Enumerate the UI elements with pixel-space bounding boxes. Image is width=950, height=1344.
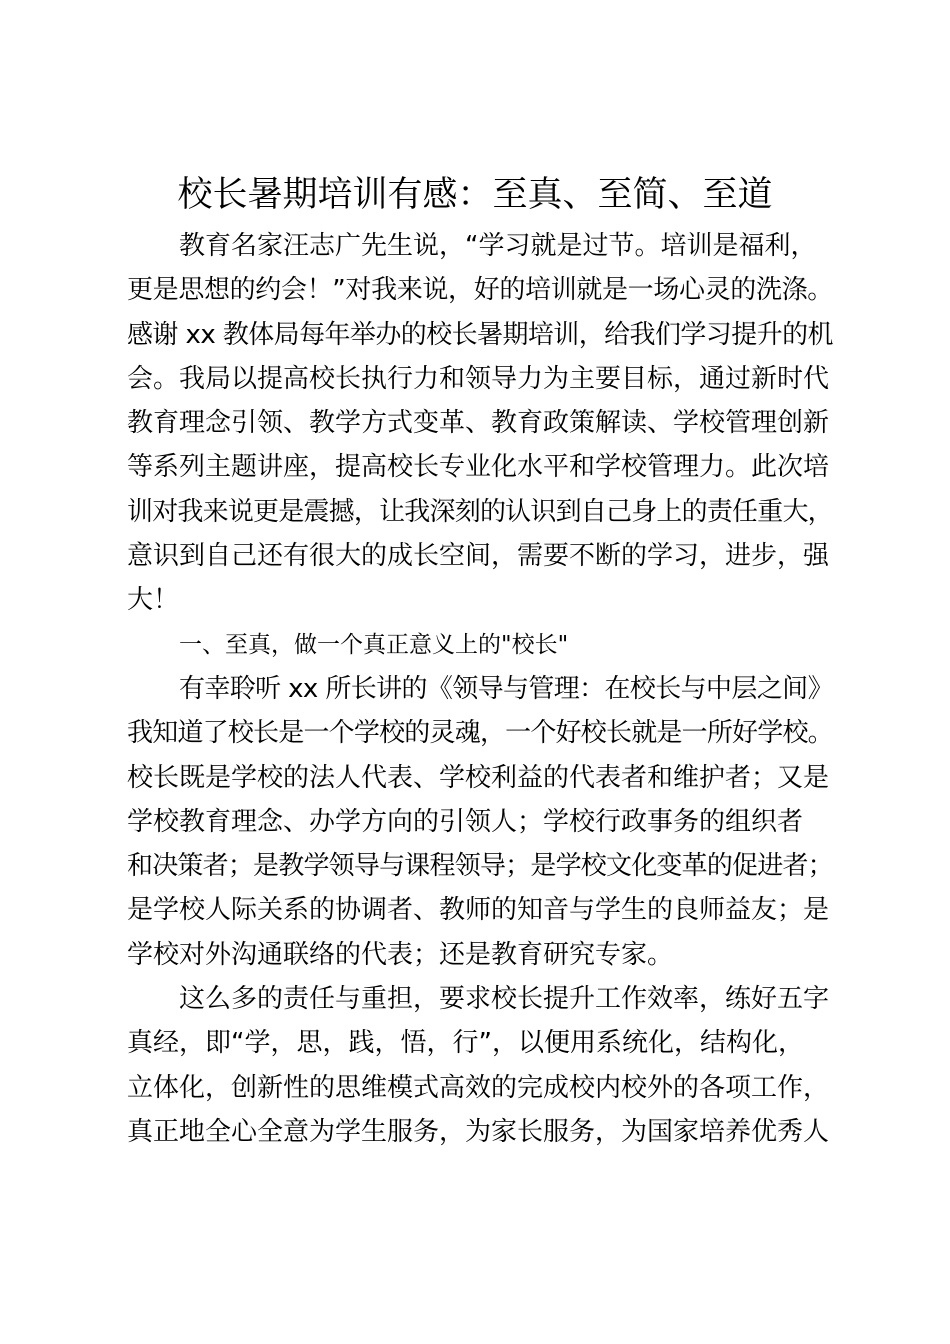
- document-body: [127, 224, 833, 1154]
- document-title: 校长暑期培训有感：至真、至简、至道: [177, 175, 773, 215]
- text-line: 和决策者；是教学领导与课程领导；是学校文化变革的促进者；: [127, 851, 833, 882]
- text-line: 学校教育理念、办学方向的引领人；学校行政事务的组织者: [127, 806, 804, 837]
- text-line: 这么多的责任与重担，要求校长提升工作效率，练好五字: [179, 984, 830, 1015]
- text-line: 更是思想的约会！”对我来说，好的培训就是一场心灵的洗涤。: [127, 275, 833, 306]
- text-line: 教育理念引领、教学方式变革、教育政策解读、学校管理创新: [127, 408, 830, 439]
- text-line: 有幸聆听 xx 所长讲的《领导与管理：在校长与中层之间》: [179, 673, 833, 704]
- text-line: 学校对外沟通联络的代表；还是教育研究专家。: [127, 939, 674, 970]
- text-line: 意识到自己还有很大的成长空间，需要不断的学习，进步，强: [127, 541, 830, 572]
- intro-paragraph: [127, 224, 833, 623]
- text-line: 立体化，创新性的思维模式高效的完成校内校外的各项工作，: [127, 1072, 830, 1103]
- text-line: 真正地全心全意为学生服务，为家长服务，为国家培养优秀人: [127, 1116, 830, 1147]
- text-line: 训对我来说更是震撼，让我深刻的认识到自己身上的责任重大，: [127, 496, 833, 527]
- text-line: 教育名家汪志广先生说，“学习就是过节。培训是福利，: [179, 231, 817, 261]
- text-line: 会。我局以提高校长执行力和领导力为主要目标，通过新时代: [127, 363, 830, 394]
- section-paragraph: [127, 667, 833, 977]
- section-paragraph: [127, 977, 833, 1154]
- section-heading: 一、至真，做一个真正意义上的"校长": [179, 631, 569, 658]
- text-line: 感谢 xx 教体局每年举办的校长暑期培训，给我们学习提升的机: [127, 319, 833, 350]
- text-line: 真经，即“学，思，践，悟，行”，以便用系统化，结构化，: [127, 1028, 804, 1059]
- text-line: 等系列主题讲座，提高校长专业化水平和学校管理力。此次培: [127, 452, 830, 483]
- text-line: 我知道了校长是一个学校的灵魂，一个好校长就是一所好学校。: [127, 718, 833, 749]
- text-line: 大！: [127, 585, 180, 616]
- text-line: 是学校人际关系的协调者、教师的知音与学生的良师益友；是: [127, 895, 830, 926]
- text-line: 校长既是学校的法人代表、学校利益的代表者和维护者；又是: [127, 762, 830, 793]
